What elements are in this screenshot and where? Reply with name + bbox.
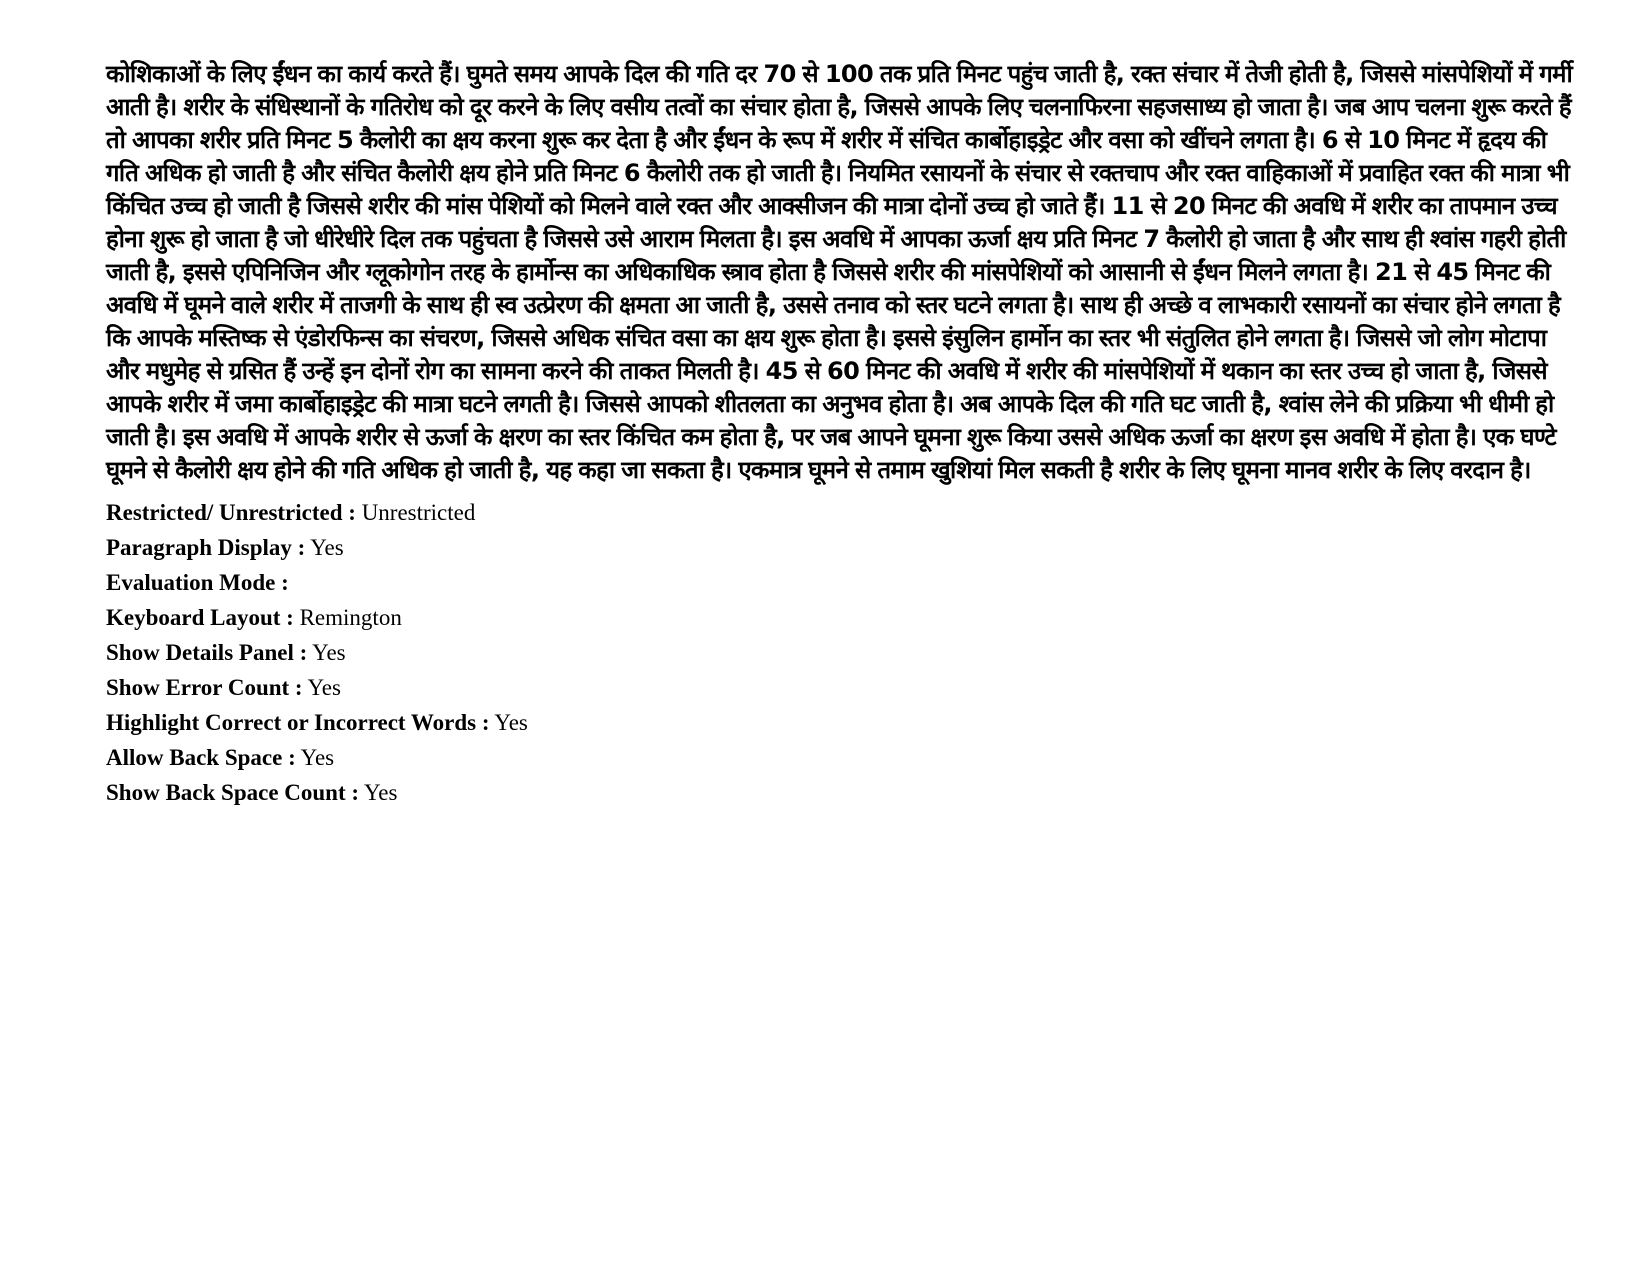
setting-label: Allow Back Space :: [106, 745, 296, 770]
setting-value: Yes: [300, 745, 335, 770]
typing-passage: कोशिकाओं के लिए ईंधन का कार्य करते हैं। घुमते समय आपके दिल की गति दर 70 से 100 तक प्रति मिनट पहुंच जाती है, रक्त संचार में तेजी होती है, जिससे मांसपेशियों में गर्मी आती है। शरीर के संधिस्थानों के गतिरोध को दूर करने के लिए वसीय तत्वों का संचार होता है, जिससे आपके लिए चलनाफिरना सहजसाध्य हो जाता है। जब आप चलना शुरू करते हैं तो आपका शरीर प्रति मिनट 5 कैलोरी का क्षय करना शुरू कर देता है और ईंधन के रूप में शरीर में संचित कार्बोहाइड्रेट और वसा को खींचने लगता है। 6 से 10 मिनट में हृदय की गति अधिक हो जाती है और संचित कैलोरी क्षय होने प्रति मिनट 6 कैलोरी तक हो जाती है। नियमित रसायनों के संचार से रक्तचाप और रक्त वाहिकाओं में प्रवाहित रक्त की मात्रा भी किंचित उच्च हो जाती है जिससे शरीर की मांस पेशियों को मिलने वाले रक्त और आक्सीजन की मात्रा दोनों उच्च हो जाते हैं। 11 से 20 मिनट की अवधि में शरीर का तापमान उच्च होना शुरू हो जाता है जो धीरेधीरे दिल तक पहुंचता है जिससे उसे आराम मिलता है। इस अवधि में आपका ऊर्जा क्षय प्रति मिनट 7 कैलोरी हो जाता है और साथ ही श्वांस गहरी होती जाती है, इससे एपिनिजिन और ग्लूकोगोन तरह के हार्मोन्स का अधिकाधिक स्त्राव होता है जिससे शरीर की मांसपेशियों को आसानी से ईंधन मिलने लगता है। 21 से 45 मिनट की अवधि में घूमने वाले शरीर में ताजगी के साथ ही स्व उत्प्रेरण की क्षमता आ जाती है, उससे तनाव को स्तर घटने लगता है। साथ ही अच्छे व लाभकारी रसायनों का संचार होने लगता है कि आपके मस्तिष्क से एंडोरफिन्स का संचरण, जिससे अधिक संचित वसा का क्षय शुरू होता है। इससे इंसुलिन हार्मोन का स्तर भी संतुलित होने लगता है। जिससे जो लोग मोटापा और मधुमेह से ग्रसित हैं उन्हें इन दोनों रोग का सामना करने की ताकत मिलती है। 45 से 60 मिनट की अवधि में शरीर की मांसपेशियों में थकान का स्तर उच्च हो जाता है, जिससे आपके शरीर में जमा कार्बोहाइड्रेट की मात्रा घटने लगती है। जिससे आपको शीतलता का अनुभव होता है। अब आपके दिल की गति घट जाती है, श्वांस लेने की प्रक्रिया भी धीमी हो जाती है। इस अवधि में आपके शरीर से ऊर्जा के क्षरण का स्तर किंचित कम होता है, पर जब आपने घूमना शुरू किया उससे अधिक ऊर्जा का क्षरण इस अवधि में होता है। एक घण्टे घूमने से कैलोरी क्षय होने की गति अधिक हो जाती है, यह कहा जा सकता है। एकमात्र घूमने से तमाम खुशियां मिल सकती है शरीर के लिए घूमना मानव शरीर के लिए वरदान है।: [106, 60, 1573, 484]
setting-show-error-count: [106, 670, 1584, 705]
setting-evaluation-mode: [106, 565, 1584, 600]
setting-label: Show Back Space Count :: [106, 780, 360, 805]
setting-label: Show Error Count :: [106, 675, 303, 700]
setting-highlight-words: [106, 705, 1584, 740]
setting-label: Evaluation Mode :: [106, 570, 289, 595]
setting-label: Paragraph Display :: [106, 535, 306, 560]
setting-value: Unrestricted: [361, 500, 476, 525]
setting-paragraph-display: [106, 530, 1584, 565]
setting-restricted: [106, 495, 1584, 530]
setting-value: Yes: [312, 640, 346, 665]
setting-value: Yes: [307, 675, 341, 700]
setting-value: Remington: [299, 605, 402, 630]
settings-list: [106, 495, 1584, 810]
setting-value: Yes: [363, 780, 398, 805]
setting-label: Keyboard Layout :: [106, 605, 294, 630]
setting-show-details-panel: [106, 635, 1584, 670]
setting-value: Yes: [310, 535, 344, 560]
setting-label: Restricted/ Unrestricted :: [106, 500, 356, 525]
setting-label: Highlight Correct or Incorrect Words :: [106, 710, 490, 735]
setting-keyboard-layout: [106, 600, 1584, 635]
setting-allow-back-space: [106, 740, 1584, 775]
setting-show-back-space-count: [106, 775, 1584, 810]
setting-label: Show Details Panel :: [106, 640, 308, 665]
document-page: [106, 58, 1584, 810]
setting-value: Yes: [494, 710, 528, 735]
